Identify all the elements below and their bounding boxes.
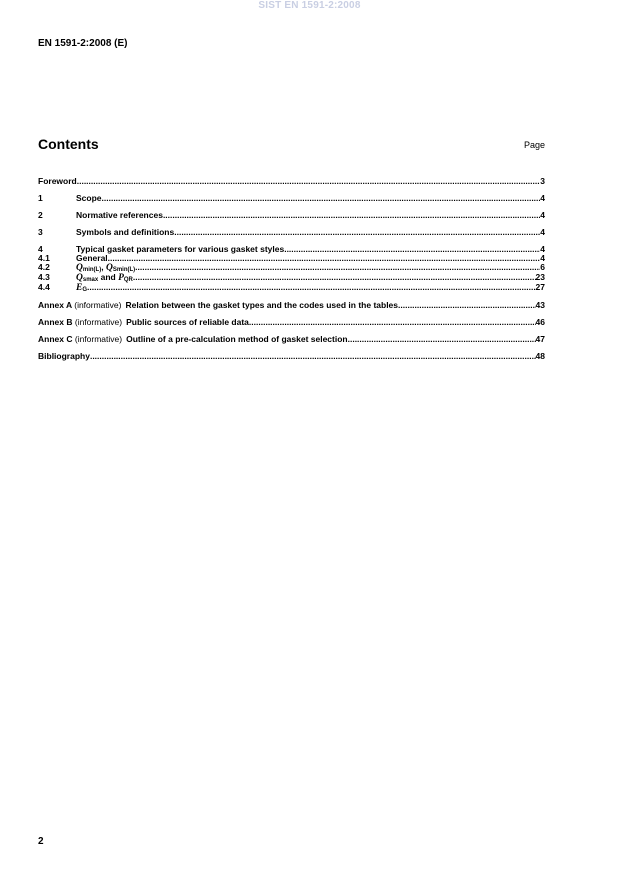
toc-number: 2 [38,210,43,220]
toc-number: 1 [38,193,43,203]
toc-leader [135,262,540,272]
toc-leader [249,317,536,327]
page-number: 2 [38,836,44,847]
subscript: Smin(L) [112,267,136,273]
page-column-label: Page [523,140,545,150]
toc-title: Bibliography [38,351,90,361]
toc-number: 4 [38,244,43,254]
toc-page: 27 [535,282,545,292]
toc-leader [102,193,541,203]
toc-page: 4 [540,193,545,203]
toc-page: 43 [535,300,545,310]
toc-page: 4 [540,210,545,220]
separator: , [101,262,106,272]
toc-title: Relation between the gasket types and the codes used in the tables [125,300,399,310]
toc-entry-normative-references[interactable] [38,210,545,220]
symbol-q: Q [105,263,113,273]
toc-title: Outline of a pre-calculation method of gasket selection [126,334,348,344]
toc-page: 48 [535,351,545,361]
toc-leader [133,272,536,282]
toc-entry-bibliography[interactable] [38,351,545,361]
annex-type: (informative) [74,300,122,310]
watermark: SIST EN 1591-2:2008 [258,0,361,11]
annex-label: Annex C (informative) [38,334,123,344]
subscript: QR [123,277,133,283]
toc-title: Typical gasket parameters for various gasket styles [76,244,285,254]
toc-leader [90,351,536,361]
toc-page: 23 [535,272,545,282]
toc-entry-annex-c[interactable] [38,334,545,344]
toc-leader [163,210,540,220]
symbol-q: Q [76,273,83,283]
toc-leader [348,334,536,344]
toc-entry-annex-a[interactable] [38,300,545,310]
toc-number: 4.2 [38,262,50,272]
toc-number: 4.1 [38,253,50,263]
separator: and [98,272,119,282]
symbol-q: Q [76,263,83,273]
subscript: min(L) [82,267,102,273]
toc-leader [398,300,536,310]
toc-title: Public sources of reliable data [126,317,249,327]
toc-title: Symbols and definitions [76,227,175,237]
symbol-e: E [76,283,83,293]
toc-number: 3 [38,227,43,237]
document-id: EN 1591-2:2008 (E) [38,38,128,49]
toc-number: 4.4 [38,282,50,292]
toc-entry-scope[interactable] [38,193,545,203]
toc-title: General [76,253,108,263]
toc-leader [174,227,540,237]
toc-entry-symbols-and-definitions[interactable] [38,227,545,237]
toc-title: Scope [76,193,102,203]
annex-label: Annex B (informative) [38,317,123,327]
subscript: smax [82,277,99,283]
toc-number: 4.3 [38,272,50,282]
toc-page: 6 [540,262,545,272]
annex-label: Annex A (informative) [38,300,122,310]
table-of-contents [38,176,545,361]
annex-type: (informative) [74,317,123,327]
toc-title: Normative references [76,210,163,220]
annex-type: (informative) [74,334,123,344]
toc-page: 4 [540,227,545,237]
symbol-p: P [118,273,124,283]
toc-leader [77,176,541,186]
toc-entry-annex-b[interactable] [38,317,545,327]
toc-page: 4 [540,253,545,263]
toc-page: 3 [540,176,545,186]
toc-page: 46 [535,317,545,327]
toc-title: Foreword [38,176,77,186]
toc-page: 4 [540,244,545,254]
contents-title: Contents [38,136,99,152]
toc-entry-eg[interactable] [38,282,545,293]
subscript: G [82,287,88,293]
toc-leader [87,282,536,292]
toc-page: 47 [535,334,545,344]
toc-entry-foreword[interactable] [38,176,545,186]
toc-title [76,282,87,293]
